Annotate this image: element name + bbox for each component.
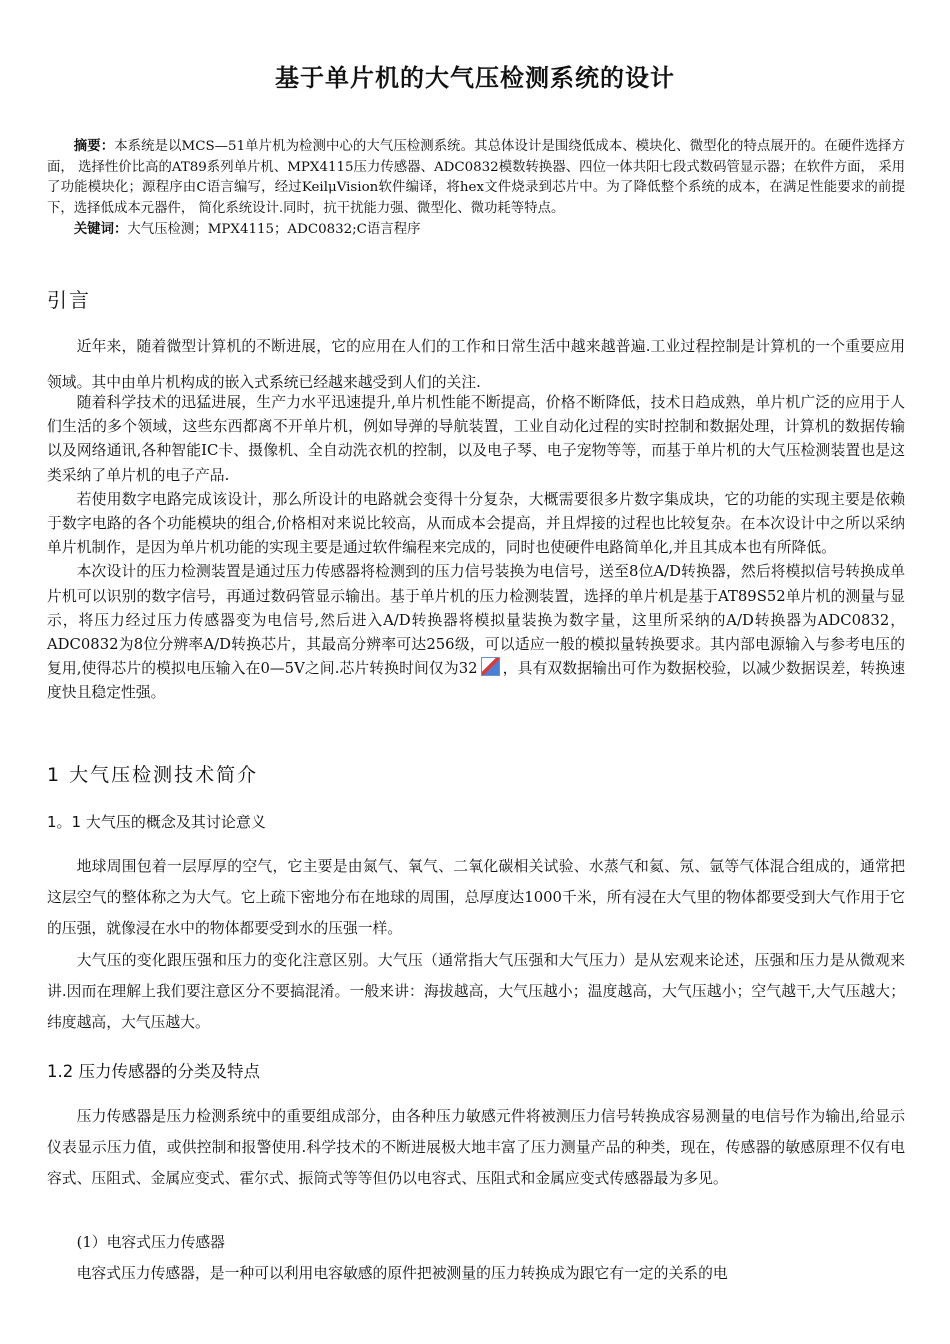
section1-2-body xyxy=(47,1101,905,1195)
intro-p2-text: 随着科学技术的迅猛进展，生产力水平迅速提升,单片机性能不断提高，价格不断降低，技术日趋成熟，单片机广泛的应用于人们生活的多个领域，这些东西都离不开单片机，例如导弹的导航装置，工业自动化过程的实时控制和数据处理，计算机的数据传输以及网络通讯,各种智能IC卡、摄像机、全自动洗衣机的控制，以及电子琴、电子宠物等等，而基于单片机的大气压检测装置也是这类采纳了单片机的电子产品. xyxy=(47,394,905,484)
section1-1-body xyxy=(47,851,905,1038)
capacitive-sensor-item xyxy=(47,1231,905,1255)
section1-1-heading: 1。1 大气压的概念及其讨论意义 xyxy=(47,813,266,831)
keywords-paragraph xyxy=(47,219,905,241)
intro-p4-text-b: ，具有双数据输出可作为数据校验，以减少数据误差，转换速度快且稳定性强。 xyxy=(47,660,905,702)
intro-p1-text: 近年来，随着微型计算机的不断进展，它的应用在人们的工作和日常生活中越来越普遍.工业过程控制是计算机的一个重要应用领域。其中由单片机构成的嵌入式系统已经越来越受到人们的关注. xyxy=(47,338,905,391)
intro-p4 xyxy=(47,560,905,705)
abstract-text: 本系统是以MCS—51单片机为检测中心的大气压检测系统。其总体设计是围绕低成本、模块化、微型化的特点展开的。在硬件选择方面， 选择性价比高的AT89系列单片机、MPX4115压力传感器、ADC0832模数转换器、四位一体共阳七段式数码管显示器；在软件方面， 采用了功能模块化；源程序由C语言编写，经过KeilμVision软件编译，将hex文件烧录到芯片中。为了降低整个系统的成本，在满足性能要求的前提下，选择低成本元器件， 简化系统设计.同时，抗干扰能力强、微型化、微功耗等特点。 xyxy=(47,139,905,216)
intro-heading: 引言 xyxy=(47,288,91,312)
broken-image-icon xyxy=(481,657,500,676)
section1-1-p2-text: 大气压的变化跟压强和压力的变化注意区别。大气压（通常指大气压强和大气压力）是从宏观来论述，压强和压力是从微观来讲.因而在理解上我们要注意区分不要搞混淆。一般来讲：海拔越高，大气压越小；温度越高，大气压越小；空气越干,大气压越大；纬度越高，大气压越大。 xyxy=(47,951,905,1032)
abstract-paragraph xyxy=(47,136,905,219)
abstract-block xyxy=(47,136,905,241)
keywords-label: 关键词： xyxy=(73,221,128,237)
abstract-label: 摘要： xyxy=(73,138,115,154)
page-title: 基于单片机的大气压检测系统的设计 xyxy=(275,64,675,92)
capacitive-sensor-item-text: (1）电容式压力传感器 xyxy=(76,1234,225,1251)
capacitive-sensor-body xyxy=(47,1262,905,1286)
section1-heading: 1 大气压检测技术简介 xyxy=(47,764,259,786)
intro-body xyxy=(47,391,905,706)
section1-2-p1-text: 压力传感器是压力检测系统中的重要组成部分，由各种压力敏感元件将被测压力信号转换成容易测量的电信号作为输出,给显示仪表显示压力值，或供控制和报警使用.科学技术的不断进展极大地丰富了压力测量产品的种类，现在，传感器的敏感原理不仅有电容式、压阻式、金属应变式、霍尔式、振筒式等等但仍以电容式、压阻式和金属应变式传感器最为多见。 xyxy=(47,1108,905,1188)
section1-2-heading: 1.2 压力传感器的分类及特点 xyxy=(47,1062,260,1081)
keywords-text: 大气压检测；MPX4115；ADC0832;C语言程序 xyxy=(127,222,421,237)
intro-p3-text: 若使用数字电路完成该设计，那么所设计的电路就会变得十分复杂，大概需要很多片数字集成块，它的功能的实现主要是依赖于数字电路的各个功能模块的组合,价格相对来说比较高，从而成本会提高，并且焊接的过程也比较复杂。在本次设计中之所以采纳单片机制作，是因为单片机功能的实现主要是通过软件编程来完成的，同时也使硬件电路简单化,并且其成本也有所降低。 xyxy=(47,490,905,557)
intro-p4-text-a: 本次设计的压力检测装置是通过压力传感器将检测到的压力信号装换为电信号，送至8位A/D转换器，然后将模拟信号转换成单片机可以识别的数字信号，再通过数码管显示输出。基于单片机的压力检测装置，选择的单片机是基于AT89S52单片机的测量与显示，将压力经过压力传感器变为电信号,然后进入A/D转换器将模拟量装换为数字量，这里所采纳的A/D转换器为ADC0832，ADC0832为8位分辨率A/D转换芯片，其最高分辨率可达256级，可以适应一般的模拟量转换要求。其内部电源输入与参考电压的复用,使得芯片的模拟电压输入在0—5V之间.芯片转换时间仅为32 xyxy=(47,563,905,678)
section1-1-p1-text: 地球周围包着一层厚厚的空气，它主要是由氮气、氧气、二氧化碳相关试验、水蒸气和氦、氖、氩等气体混合组成的，通常把这层空气的整体称之为大气。它上疏下密地分布在地球的周围，总厚度达1000千米，所有浸在大气里的物体都要受到大气作用于它的压强，就像浸在水中的物体都要受到水的压强一样。 xyxy=(47,858,905,938)
capacitive-sensor-p-text: 电容式压力传感器，是一种可以利用电容敏感的原件把被测量的压力转换成为跟它有一定的关系的电 xyxy=(76,1265,728,1282)
